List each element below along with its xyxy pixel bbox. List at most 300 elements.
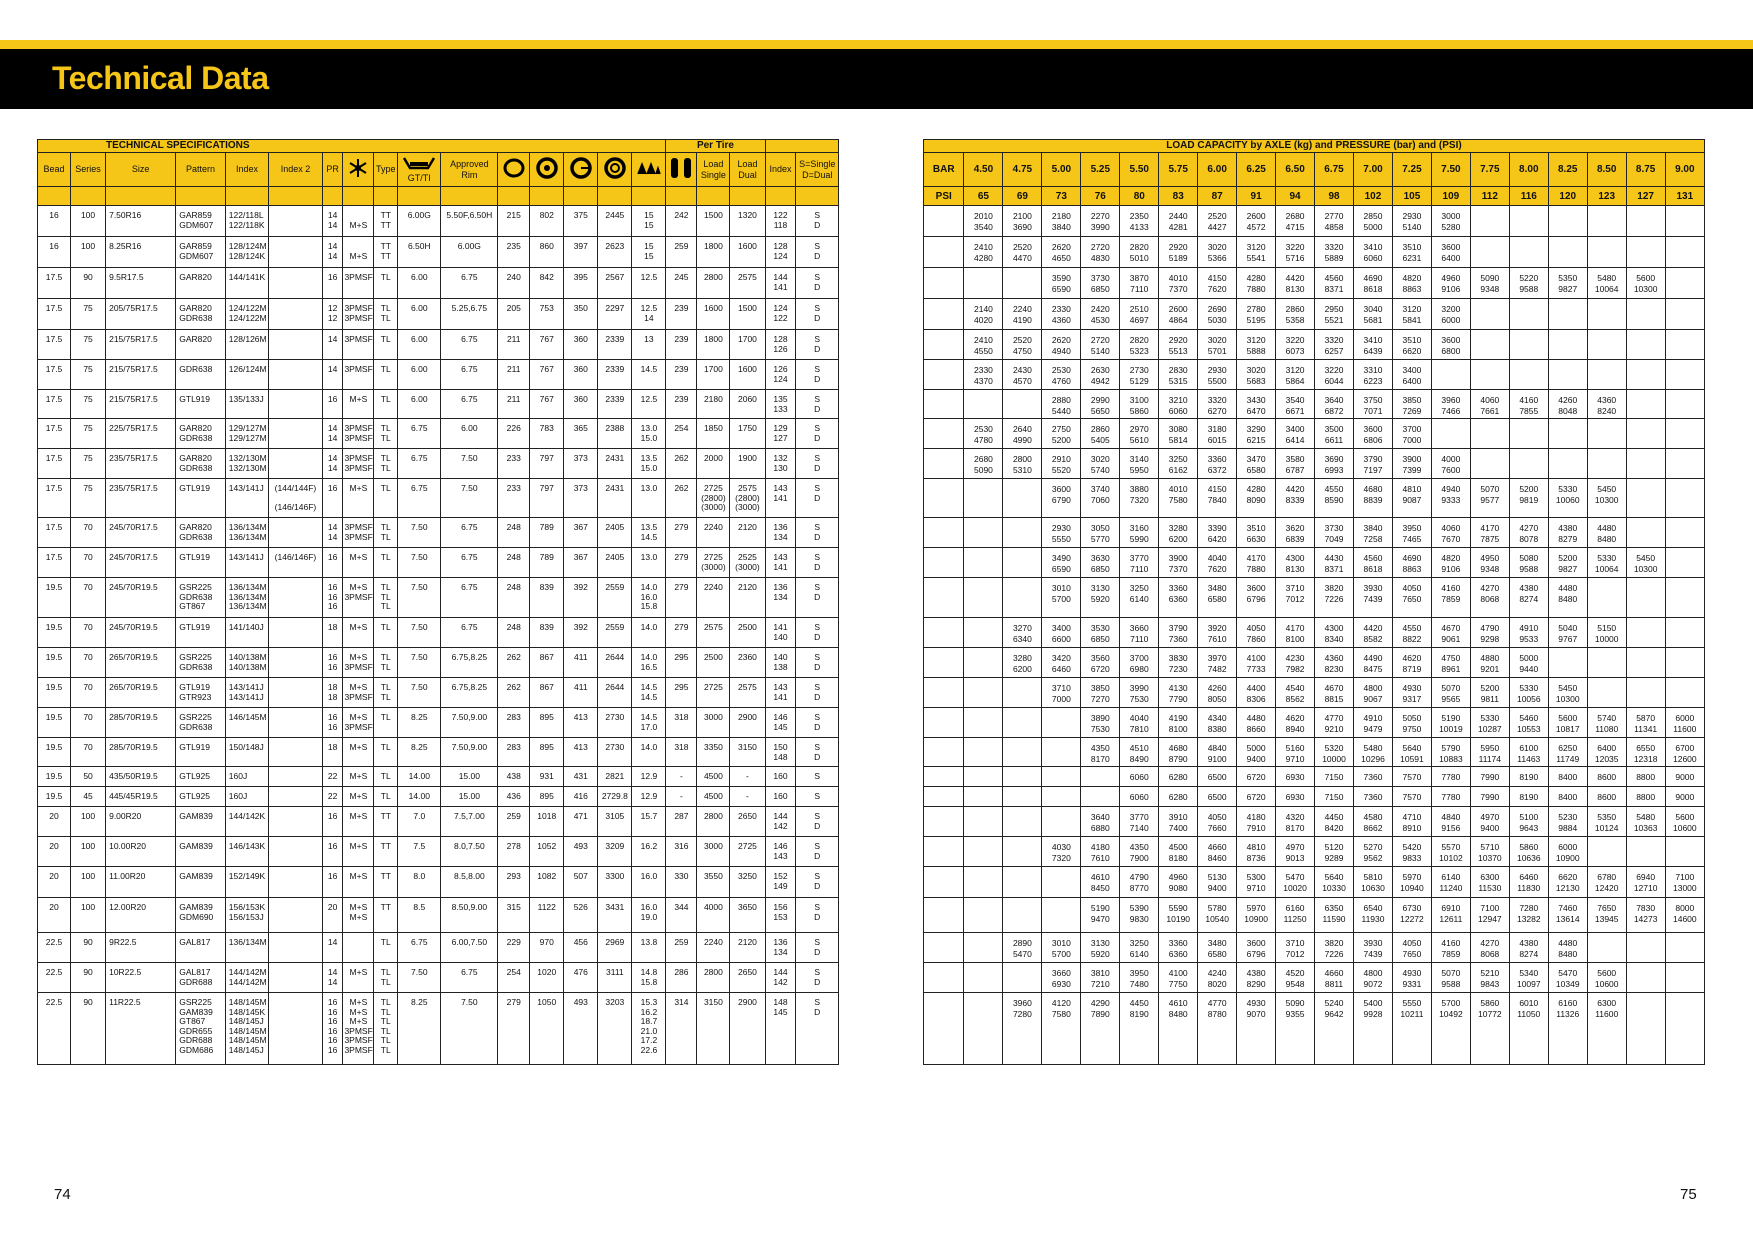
spec-cell: 16 bbox=[322, 837, 343, 867]
spec-cell: 438 bbox=[498, 767, 530, 787]
load-cell bbox=[1509, 449, 1548, 479]
bar-value: 8.50 bbox=[1587, 153, 1626, 187]
spec-cell: 226 bbox=[498, 419, 530, 449]
load-cell: 3080 5814 bbox=[1159, 419, 1198, 449]
spec-cell: 367 bbox=[564, 518, 598, 548]
spec-cell: S D bbox=[796, 618, 839, 648]
spec-cell: 75 bbox=[71, 390, 106, 419]
spec-cell: 3PMSF 3PMSF bbox=[343, 518, 374, 548]
load-cell bbox=[1587, 360, 1626, 390]
load-cell: 5600 10600 bbox=[1665, 807, 1704, 837]
load-cell bbox=[1626, 933, 1665, 963]
load-cell bbox=[1003, 807, 1042, 837]
rim-width-icon bbox=[402, 156, 436, 173]
spec-cell: S D bbox=[796, 837, 839, 867]
load-cell: 3530 6850 bbox=[1081, 618, 1120, 648]
spec-cell: GAM839 bbox=[176, 807, 226, 837]
bar-value: 6.50 bbox=[1276, 153, 1315, 187]
spec-cell: 265/70R19.5 bbox=[106, 648, 176, 678]
spec-cell: 15.3 16.2 18.7 21.0 17.2 22.6 bbox=[632, 993, 666, 1065]
load-cell: 2750 5200 bbox=[1042, 419, 1081, 449]
spec-cell: 13 bbox=[632, 330, 666, 360]
spec-cell: 431 bbox=[564, 767, 598, 787]
spec-cell: 140 138 bbox=[765, 648, 796, 678]
spec-cell: 9.5R17.5 bbox=[106, 268, 176, 299]
load-cell: 4270 8078 bbox=[1509, 518, 1548, 548]
header-load-index bbox=[765, 153, 796, 187]
load-cell: 4160 7855 bbox=[1509, 390, 1548, 419]
spec-cell: 7.50 bbox=[398, 618, 441, 648]
load-cell: 3250 6140 bbox=[1120, 933, 1159, 963]
spec-cell: 136/134M 136/134M bbox=[225, 518, 268, 548]
spec-cell: 373 bbox=[564, 449, 598, 479]
load-cell: 7360 bbox=[1354, 787, 1393, 807]
load-cell: 3050 5770 bbox=[1081, 518, 1120, 548]
load-row bbox=[924, 933, 1705, 963]
spec-cell: 70 bbox=[71, 578, 106, 618]
load-cell: 4800 9067 bbox=[1354, 678, 1393, 708]
spec-cell: 5.25,6.75 bbox=[441, 299, 498, 330]
spec-cell: 70 bbox=[71, 738, 106, 767]
load-caption: LOAD CAPACITY by AXLE (kg) and PRESSURE (bar) and (PSI) bbox=[924, 140, 1705, 153]
spec-cell: 436 bbox=[498, 787, 530, 807]
header-label: Approved Rim bbox=[450, 158, 489, 180]
load-cell: 2330 4370 bbox=[964, 360, 1003, 390]
load-cell: 2800 5310 bbox=[1003, 449, 1042, 479]
load-cell: 4150 7620 bbox=[1198, 268, 1237, 299]
spec-cell: 239 bbox=[666, 299, 697, 330]
spec-cell: 20 bbox=[322, 898, 343, 933]
bar-value: 6.00 bbox=[1198, 153, 1237, 187]
load-cell: 5590 10190 bbox=[1159, 898, 1198, 933]
spec-row bbox=[38, 708, 839, 738]
load-cell bbox=[1003, 787, 1042, 807]
load-cell: 3500 6611 bbox=[1315, 419, 1354, 449]
load-blank-cell bbox=[924, 390, 964, 419]
load-cell: 4770 8780 bbox=[1198, 993, 1237, 1065]
load-cell: 3310 6223 bbox=[1354, 360, 1393, 390]
spec-cell: GTL919 GTR923 bbox=[176, 678, 226, 708]
spec-cell: GSR225 GDR638 GT867 bbox=[176, 578, 226, 618]
load-cell bbox=[1431, 419, 1470, 449]
spec-cell: S D bbox=[796, 933, 839, 963]
load-cell: 4170 8100 bbox=[1276, 618, 1315, 648]
spec-cell: 7.50 bbox=[398, 578, 441, 618]
spec-cell: 295 bbox=[666, 678, 697, 708]
load-blank-cell bbox=[924, 708, 964, 738]
spec-row bbox=[38, 518, 839, 548]
spec-cell: 215/75R17.5 bbox=[106, 330, 176, 360]
spec-cell: GAR820 GDR638 bbox=[176, 299, 226, 330]
spec-cell: 3250 bbox=[730, 867, 765, 898]
load-cell: 3960 7280 bbox=[1003, 993, 1042, 1065]
load-cell: 7990 bbox=[1470, 787, 1509, 807]
spec-cell: GTL919 bbox=[176, 479, 226, 518]
load-cell: 4500 8180 bbox=[1159, 837, 1198, 867]
load-cell: 3870 7110 bbox=[1120, 268, 1159, 299]
load-cell: 5780 10540 bbox=[1198, 898, 1237, 933]
spec-cell: 144/142K bbox=[225, 807, 268, 837]
load-cell: 4280 8090 bbox=[1237, 479, 1276, 518]
psi-value: 65 bbox=[964, 187, 1003, 206]
spec-cell: GAR859 GDM607 bbox=[176, 237, 226, 268]
load-cell: 6350 11590 bbox=[1315, 898, 1354, 933]
spec-cell: - bbox=[730, 787, 765, 807]
spec-cell: 839 bbox=[530, 618, 564, 648]
spec-cell: 245/70R19.5 bbox=[106, 618, 176, 648]
load-cell bbox=[1042, 807, 1081, 837]
load-cell: 5330 10064 bbox=[1587, 548, 1626, 578]
spec-cell: 152/149K bbox=[225, 867, 268, 898]
spec-cell: GSR225 GDR638 bbox=[176, 648, 226, 678]
load-cell bbox=[1003, 708, 1042, 738]
spec-cell: 8.0 bbox=[398, 867, 441, 898]
spec-cell: S D bbox=[796, 548, 839, 578]
header-label: Load Single bbox=[700, 158, 726, 180]
load-cell: 4260 8050 bbox=[1198, 678, 1237, 708]
spec-cell: 2725 bbox=[697, 678, 730, 708]
spec-cell: S D bbox=[796, 963, 839, 993]
spec-cell: 2900 bbox=[730, 993, 765, 1065]
spec-cell: 262 bbox=[666, 449, 697, 479]
spec-cell: 262 bbox=[498, 648, 530, 678]
spec-cell: 413 bbox=[564, 738, 598, 767]
load-cell: 4050 7660 bbox=[1198, 807, 1237, 837]
load-cell: 3210 6060 bbox=[1159, 390, 1198, 419]
load-cell bbox=[964, 767, 1003, 787]
load-blank-cell bbox=[924, 933, 964, 963]
spec-cell: 100 bbox=[71, 898, 106, 933]
spec-cell: 3209 bbox=[598, 837, 632, 867]
load-row bbox=[924, 678, 1705, 708]
spec-cell: 344 bbox=[666, 898, 697, 933]
load-blank-cell bbox=[924, 678, 964, 708]
spec-cell: 493 bbox=[564, 993, 598, 1065]
load-cell: 3890 7530 bbox=[1081, 708, 1120, 738]
spec-cell bbox=[269, 449, 323, 479]
load-cell: 2410 4550 bbox=[964, 330, 1003, 360]
spec-cell: 22 bbox=[322, 787, 343, 807]
spec-cell: 2120 bbox=[730, 578, 765, 618]
spec-cell: M+S bbox=[343, 807, 374, 837]
load-cell: 4710 8910 bbox=[1392, 807, 1431, 837]
load-cell: 5080 9588 bbox=[1509, 548, 1548, 578]
load-cell: 2920 5513 bbox=[1159, 330, 1198, 360]
spec-cell bbox=[269, 237, 323, 268]
load-row bbox=[924, 299, 1705, 330]
load-cell: 6140 11240 bbox=[1431, 867, 1470, 898]
load-cell bbox=[964, 807, 1003, 837]
spec-cell: 14.00 bbox=[398, 787, 441, 807]
load-cell bbox=[1548, 419, 1587, 449]
spec-cell bbox=[269, 767, 323, 787]
load-cell bbox=[964, 678, 1003, 708]
spec-cell: 248 bbox=[498, 578, 530, 618]
spec-cell: M+S bbox=[343, 787, 374, 807]
spec-cell: 8.5,8.00 bbox=[441, 867, 498, 898]
load-row bbox=[924, 237, 1705, 268]
spec-cell: 8.25R16 bbox=[106, 237, 176, 268]
spec-cell: 16 16 bbox=[322, 648, 343, 678]
spec-cell: 1850 bbox=[697, 419, 730, 449]
spec-cell: 148 145 bbox=[765, 993, 796, 1065]
spec-cell: 11.00R20 bbox=[106, 867, 176, 898]
spec-cell: S D bbox=[796, 648, 839, 678]
spec-cell: 17.5 bbox=[38, 479, 71, 518]
spec-cell: 129/127M 129/127M bbox=[225, 419, 268, 449]
spec-cell bbox=[269, 419, 323, 449]
spec-cell: 75 bbox=[71, 419, 106, 449]
load-cell: 6550 12318 bbox=[1626, 738, 1665, 767]
spec-cell: M+S bbox=[343, 767, 374, 787]
spec-cell: 144 142 bbox=[765, 807, 796, 837]
spec-cell: 20 bbox=[38, 837, 71, 867]
load-cell: 4360 8230 bbox=[1315, 648, 1354, 678]
spec-cell: 245/70R17.5 bbox=[106, 548, 176, 578]
load-cell: 7100 13000 bbox=[1665, 867, 1704, 898]
header-single-dual-legend bbox=[796, 153, 839, 187]
spec-cell: 146 145 bbox=[765, 708, 796, 738]
load-blank-cell bbox=[924, 419, 964, 449]
load-cell: 2680 5090 bbox=[964, 449, 1003, 479]
psi-value: 102 bbox=[1354, 187, 1393, 206]
spec-cell: 16 16 16 16 16 16 bbox=[322, 993, 343, 1065]
spec-cell: 245/70R17.5 bbox=[106, 518, 176, 548]
load-cell: 5300 9710 bbox=[1237, 867, 1276, 898]
spec-cell: 867 bbox=[530, 648, 564, 678]
psi-value: 120 bbox=[1548, 187, 1587, 206]
spec-cell: 8.50,9.00 bbox=[441, 898, 498, 933]
spec-cell: 124/122M 124/122M bbox=[225, 299, 268, 330]
spec-cell: GAR820 GDR638 bbox=[176, 518, 226, 548]
spec-cell: 235/75R17.5 bbox=[106, 479, 176, 518]
load-cell: 4800 9072 bbox=[1354, 963, 1393, 993]
spec-cell: 245 bbox=[666, 268, 697, 299]
spec-cell: GTL919 bbox=[176, 548, 226, 578]
load-cell: 4580 8662 bbox=[1354, 807, 1393, 837]
spec-cell: 392 bbox=[564, 618, 598, 648]
load-cell: 3010 5700 bbox=[1042, 578, 1081, 618]
load-cell bbox=[1626, 518, 1665, 548]
spec-cell: 233 bbox=[498, 449, 530, 479]
spec-cell: 2800 bbox=[697, 807, 730, 837]
header-label: Size bbox=[131, 164, 150, 174]
load-cell: 5150 10000 bbox=[1587, 618, 1626, 648]
bar-value: 6.25 bbox=[1237, 153, 1276, 187]
load-cell: 3140 5950 bbox=[1120, 449, 1159, 479]
spec-cell: 392 bbox=[564, 578, 598, 618]
header-label: Series bbox=[75, 164, 101, 174]
load-cell: 2930 5140 bbox=[1392, 206, 1431, 237]
spec-cell: 456 bbox=[564, 933, 598, 963]
load-cell bbox=[1509, 206, 1548, 237]
page-title: Technical Data bbox=[52, 60, 269, 96]
spec-cell: 2644 bbox=[598, 648, 632, 678]
spec-cell: 70 bbox=[71, 548, 106, 578]
spec-cell: 17.5 bbox=[38, 518, 71, 548]
load-cell: 4940 9333 bbox=[1431, 479, 1470, 518]
spec-cell: 8.25 bbox=[398, 708, 441, 738]
spec-cell: 6.50H bbox=[398, 237, 441, 268]
spec-cell: 279 bbox=[666, 618, 697, 648]
spec-cell: 318 bbox=[666, 708, 697, 738]
load-cell: 2720 4830 bbox=[1081, 237, 1120, 268]
spec-cell: 19.5 bbox=[38, 787, 71, 807]
load-cell: 8400 bbox=[1548, 787, 1587, 807]
spec-cell: 445/45R19.5 bbox=[106, 787, 176, 807]
load-cell: 4450 8420 bbox=[1315, 807, 1354, 837]
spec-cell: 156/153K 156/153J bbox=[225, 898, 268, 933]
spec-cell: M+S bbox=[343, 618, 374, 648]
spec-row bbox=[38, 330, 839, 360]
spec-cell bbox=[269, 678, 323, 708]
spec-cell: 8.25 bbox=[398, 738, 441, 767]
spec-cell: 150/148J bbox=[225, 738, 268, 767]
spec-cell: 148/145M 148/145K 148/145J 148/145M 148/145M 148/145J bbox=[225, 993, 268, 1065]
load-cell: 5270 9562 bbox=[1354, 837, 1393, 867]
spec-cell: 20 bbox=[38, 898, 71, 933]
load-row bbox=[924, 898, 1705, 933]
spec-cell: 1500 bbox=[730, 299, 765, 330]
load-cell: 4160 7859 bbox=[1431, 578, 1470, 618]
load-cell: 3250 6140 bbox=[1120, 578, 1159, 618]
load-cell: 4520 9548 bbox=[1276, 963, 1315, 993]
spec-cell: 931 bbox=[530, 767, 564, 787]
spec-cell: S bbox=[796, 787, 839, 807]
spec-cell: GTL919 bbox=[176, 390, 226, 419]
spec-cell: 3PMSF 3PMSF bbox=[343, 419, 374, 449]
load-cell: 5120 9289 bbox=[1315, 837, 1354, 867]
load-blank-cell bbox=[924, 237, 964, 268]
dual-spacing-icon bbox=[669, 156, 693, 183]
load-cell: 2780 5195 bbox=[1237, 299, 1276, 330]
load-cell: 2440 4281 bbox=[1159, 206, 1198, 237]
spec-cell: 14.00 bbox=[398, 767, 441, 787]
spec-cell: - bbox=[666, 767, 697, 787]
load-cell bbox=[1509, 237, 1548, 268]
spec-cell: 8.25 bbox=[398, 993, 441, 1065]
spec-cell: 11R22.5 bbox=[106, 993, 176, 1065]
spec-cell bbox=[269, 330, 323, 360]
load-cell: 4560 8371 bbox=[1315, 268, 1354, 299]
load-cell: 3420 6460 bbox=[1042, 648, 1081, 678]
psi-value: 109 bbox=[1431, 187, 1470, 206]
spec-cell: 143/141J 143/141J bbox=[225, 678, 268, 708]
load-blank-cell bbox=[924, 206, 964, 237]
spec-cell: 360 bbox=[564, 330, 598, 360]
load-cell: 4480 8480 bbox=[1548, 933, 1587, 963]
spec-cell: M+S 3PMSF bbox=[343, 678, 374, 708]
bar-value: 7.75 bbox=[1470, 153, 1509, 187]
load-cell: 3730 7049 bbox=[1315, 518, 1354, 548]
header-index-2 bbox=[269, 153, 323, 187]
load-cell: 6300 11600 bbox=[1587, 993, 1626, 1065]
load-cell: 5330 10056 bbox=[1509, 678, 1548, 708]
load-cell bbox=[1003, 767, 1042, 787]
spec-cell: 239 bbox=[666, 390, 697, 419]
spec-cell: S D bbox=[796, 738, 839, 767]
load-cell: 3600 6806 bbox=[1354, 419, 1393, 449]
load-cell: 4100 7733 bbox=[1237, 648, 1276, 678]
spec-cell: 144 142 bbox=[765, 963, 796, 993]
spec-cell: 75 bbox=[71, 330, 106, 360]
load-cell bbox=[1081, 767, 1120, 787]
load-cell: 5350 9827 bbox=[1548, 268, 1587, 299]
load-cell: 8190 bbox=[1509, 787, 1548, 807]
load-cell: 3020 5740 bbox=[1081, 449, 1120, 479]
load-cell: 4930 9331 bbox=[1392, 963, 1431, 993]
load-cell: 4420 8130 bbox=[1276, 268, 1315, 299]
load-cell: 2140 4020 bbox=[964, 299, 1003, 330]
spec-cell: 7.50R16 bbox=[106, 206, 176, 237]
spec-cell: 6.00 bbox=[398, 268, 441, 299]
spec-cell: 435/50R19.5 bbox=[106, 767, 176, 787]
load-row bbox=[924, 738, 1705, 767]
load-cell: 3020 5366 bbox=[1198, 237, 1237, 268]
header-label: Type bbox=[376, 164, 396, 174]
spec-cell: TL TL TL bbox=[374, 578, 398, 618]
spec-cell: GAM839 bbox=[176, 837, 226, 867]
spec-cell: 19.5 bbox=[38, 678, 71, 708]
load-cell: 5810 10630 bbox=[1354, 867, 1393, 898]
load-cell: 4810 9087 bbox=[1392, 479, 1431, 518]
load-cell: 3850 7270 bbox=[1081, 678, 1120, 708]
spec-cell: M+S bbox=[343, 390, 374, 419]
header-type bbox=[374, 153, 398, 187]
spec-cell: S D bbox=[796, 360, 839, 390]
spec-cell: 129 127 bbox=[765, 419, 796, 449]
load-cell: 3620 6839 bbox=[1276, 518, 1315, 548]
spec-cell bbox=[269, 268, 323, 299]
load-cell: 3700 7000 bbox=[1392, 419, 1431, 449]
spec-row bbox=[38, 898, 839, 933]
spec-cell: 143/141J bbox=[225, 479, 268, 518]
load-cell: 2720 5140 bbox=[1081, 330, 1120, 360]
load-cell bbox=[1470, 299, 1509, 330]
load-cell: 4970 9013 bbox=[1276, 837, 1315, 867]
spec-cell: 2405 bbox=[598, 548, 632, 578]
spec-cell: GAL817 bbox=[176, 933, 226, 963]
load-cell: 4790 9298 bbox=[1470, 618, 1509, 648]
spec-cell: 6.75 bbox=[441, 360, 498, 390]
spec-cell: TT bbox=[374, 867, 398, 898]
load-cell: 4100 7750 bbox=[1159, 963, 1198, 993]
spec-cell: 70 bbox=[71, 518, 106, 548]
load-cell: 4270 8068 bbox=[1470, 578, 1509, 618]
spec-cell: 22.5 bbox=[38, 993, 71, 1065]
load-cell bbox=[1548, 299, 1587, 330]
spec-cell: 6.75 bbox=[441, 518, 498, 548]
spec-cell: 132/130M 132/130M bbox=[225, 449, 268, 479]
spec-cell: 839 bbox=[530, 578, 564, 618]
load-cell: 6500 bbox=[1198, 767, 1237, 787]
load-cell: 5330 10060 bbox=[1548, 479, 1587, 518]
spec-cell: GTL925 bbox=[176, 767, 226, 787]
spec-cell: TL bbox=[374, 330, 398, 360]
load-cell bbox=[964, 963, 1003, 993]
load-cell bbox=[1626, 206, 1665, 237]
spec-cell: 2240 bbox=[697, 578, 730, 618]
header-load-single bbox=[697, 153, 730, 187]
spec-cell: 160J bbox=[225, 767, 268, 787]
load-cell bbox=[1626, 449, 1665, 479]
spec-row bbox=[38, 299, 839, 330]
load-cell: 3920 7610 bbox=[1198, 618, 1237, 648]
load-cell: 5210 9843 bbox=[1470, 963, 1509, 993]
spec-cell: 476 bbox=[564, 963, 598, 993]
spec-cell: 90 bbox=[71, 933, 106, 963]
spec-cell: 122/118L 122/118K bbox=[225, 206, 268, 237]
